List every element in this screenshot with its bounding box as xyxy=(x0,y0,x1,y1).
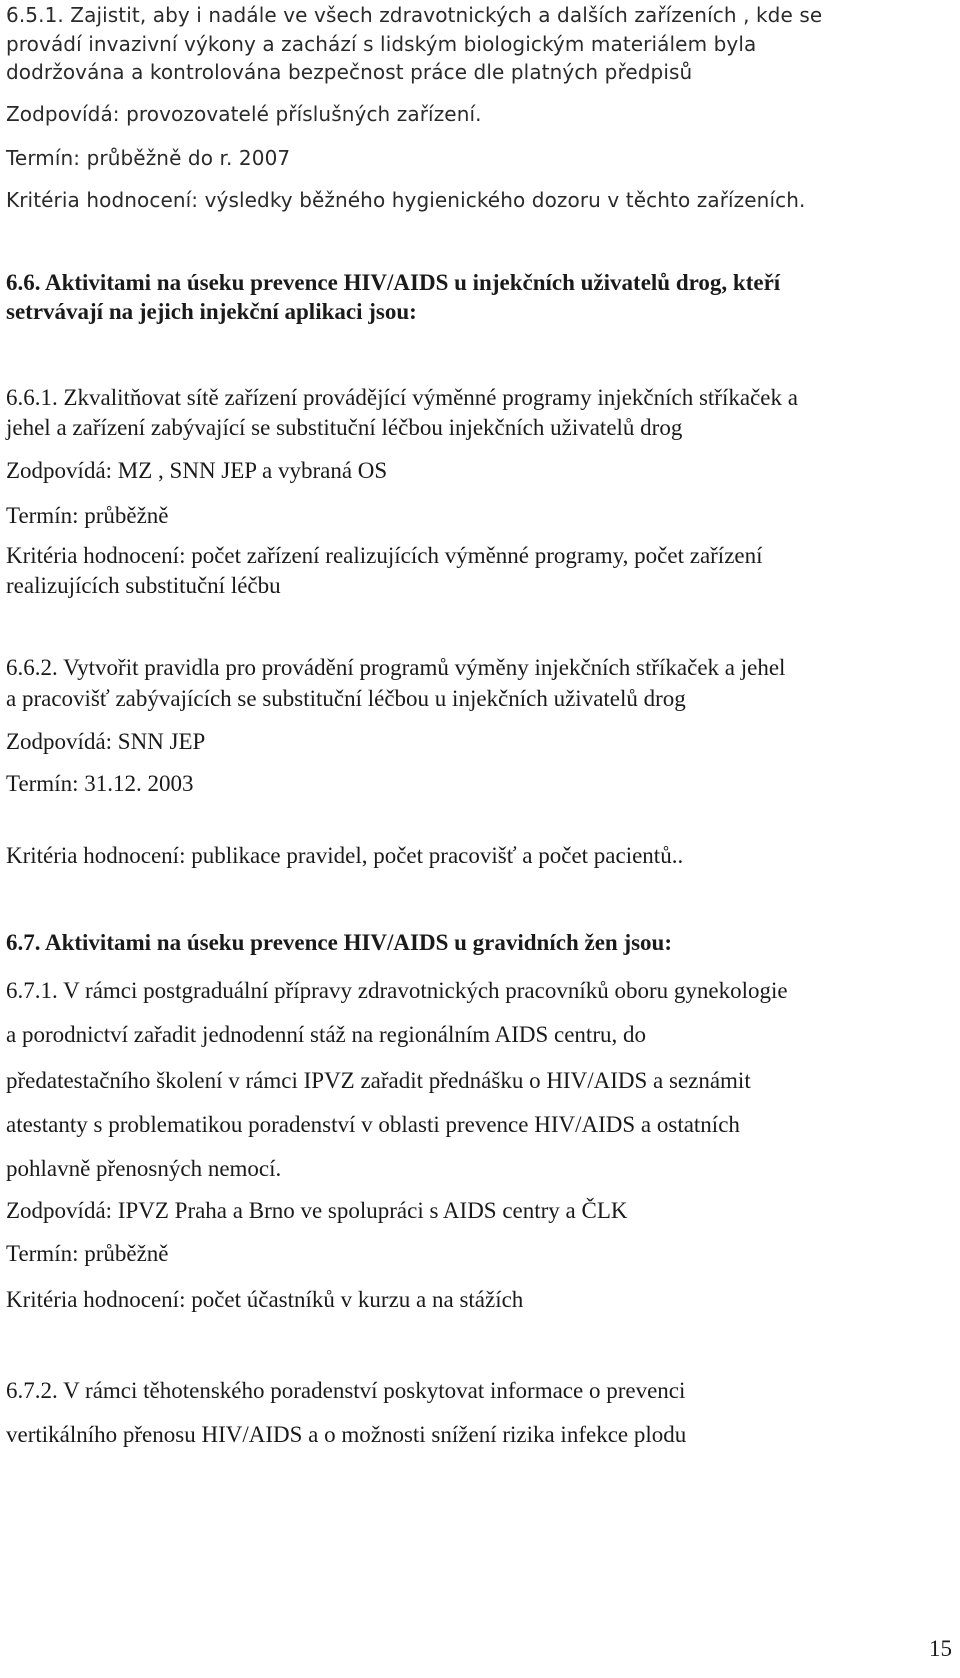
s671-line-4: atestanty s problematikou poradenství v oblasti prevence HIV/AIDS a ostatních xyxy=(6,1112,740,1137)
s661-criteria-line-1: Kritéria hodnocení: počet zařízení realizujících výměnné programy, počet zařízení xyxy=(6,543,763,568)
s671-line-2: a porodnictví zařadit jednodenní stáž na regionálním AIDS centru, do xyxy=(6,1022,646,1047)
section-heading-6-6-line-2: setrvávají na jejich injekční aplikaci jsou: xyxy=(6,299,417,324)
s651-line-2: provádí invazivní výkony a zachází s lidským biologickým materiálem byla xyxy=(6,32,757,56)
s662-line-1: 6.6.2. Vytvořit pravidla pro provádění programů výměny injekčních stříkaček a jehel xyxy=(6,655,786,680)
s672-line-1: 6.7.2. V rámci těhotenského poradenství poskytovat informace o prevenci xyxy=(6,1378,686,1403)
s671-line-5: pohlavně přenosných nemocí. xyxy=(6,1156,282,1181)
section-heading-6-6-line-1: 6.6. Aktivitami na úseku prevence HIV/AIDS u injekčních uživatelů drog, kteří xyxy=(6,270,781,295)
page-number: 15 xyxy=(929,1636,952,1661)
s671-deadline: Termín: průběžně xyxy=(6,1241,169,1266)
s671-responsible: Zodpovídá: IPVZ Praha a Brno ve spolupráci s AIDS centry a ČLK xyxy=(6,1198,628,1223)
s661-line-1: 6.6.1. Zkvalitňovat sítě zařízení provádějící výměnné programy injekčních stříkaček a xyxy=(6,385,798,410)
s662-line-2: a pracovišť zabývajících se substituční léčbou u injekčních uživatelů drog xyxy=(6,686,686,711)
s662-deadline: Termín: 31.12. 2003 xyxy=(6,771,194,796)
section-heading-6-7: 6.7. Aktivitami na úseku prevence HIV/AIDS u gravidních žen jsou: xyxy=(6,930,673,955)
s651-deadline: Termín: průběžně do r. 2007 xyxy=(6,146,291,170)
s672-line-2: vertikálního přenosu HIV/AIDS a o možnosti snížení rizika infekce plodu xyxy=(6,1422,687,1447)
s661-criteria-line-2: realizujících substituční léčbu xyxy=(6,573,281,598)
s671-line-1: 6.7.1. V rámci postgraduální přípravy zdravotnických pracovníků oboru gynekologie xyxy=(6,978,788,1003)
s661-line-2: jehel a zařízení zabývající se substituční léčbou injekčních uživatelů drog xyxy=(6,415,683,440)
s651-line-1: 6.5.1. Zajistit, aby i nadále ve všech zdravotnických a dalších zařízeních , kde se xyxy=(6,3,823,27)
s651-responsible: Zodpovídá: provozovatelé příslušných zařízení. xyxy=(6,102,482,126)
s661-responsible: Zodpovídá: MZ , SNN JEP a vybraná OS xyxy=(6,458,388,483)
s651-criteria: Kritéria hodnocení: výsledky běžného hygienického dozoru v těchto zařízeních. xyxy=(6,188,806,212)
s671-line-3: předatestačního školení v rámci IPVZ zařadit přednášku o HIV/AIDS a seznámit xyxy=(6,1068,751,1093)
s651-line-3: dodržována a kontrolována bezpečnost práce dle platných předpisů xyxy=(6,60,693,84)
s661-deadline: Termín: průběžně xyxy=(6,503,169,528)
s671-criteria: Kritéria hodnocení: počet účastníků v kurzu a na stážích xyxy=(6,1287,524,1312)
s662-responsible: Zodpovídá: SNN JEP xyxy=(6,729,206,754)
s662-criteria: Kritéria hodnocení: publikace pravidel, počet pracovišť a počet pacientů.. xyxy=(6,843,684,868)
